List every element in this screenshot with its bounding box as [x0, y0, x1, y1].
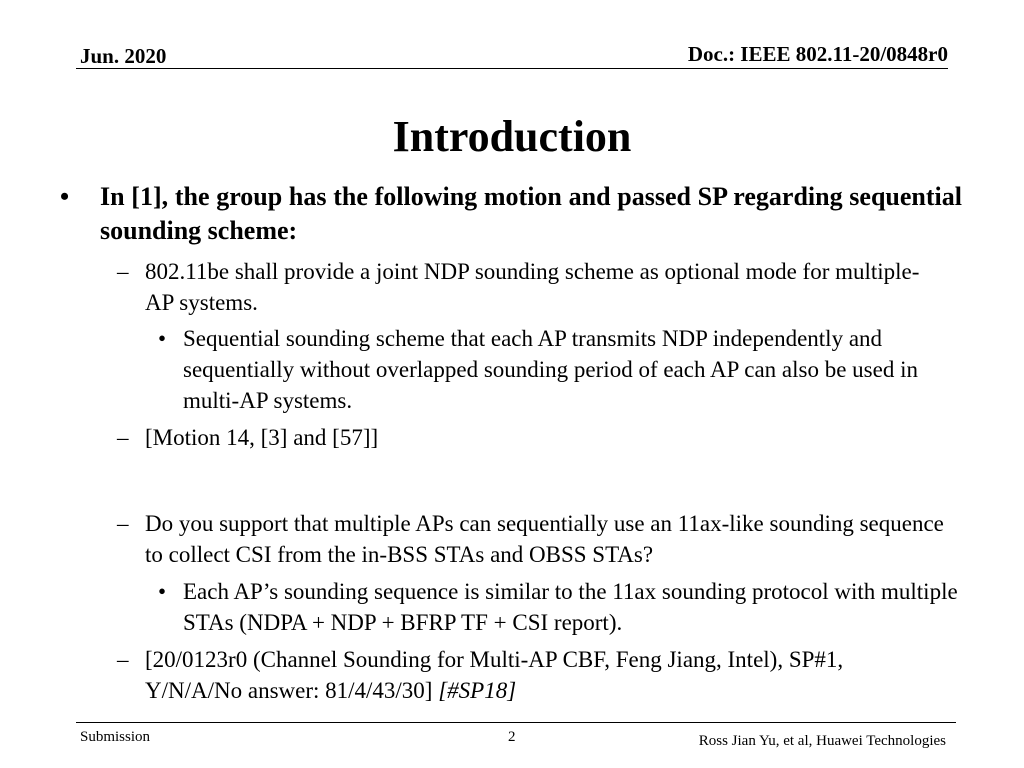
header-date: Jun. 2020: [80, 44, 167, 68]
sub-item-sp-question: Do you support that multiple APs can sequentially use an 11ax-like sounding sequence to collect CSI from the in-BSS STAs and OBSS STAs?: [145, 511, 944, 567]
bullet-marker: •: [158, 579, 167, 604]
dash-marker: –: [117, 425, 129, 450]
dash-marker: –: [117, 647, 129, 672]
footer-divider: [76, 722, 956, 723]
main-bullet-text: In [1], the group has the following motion and passed SP regarding sequential sounding scheme:: [100, 182, 962, 245]
bullet-marker: •: [60, 182, 70, 211]
sub-item-motion-ref: [Motion 14, [3] and [57]]: [145, 425, 379, 450]
sub-item-sp-result: [145, 644, 945, 706]
dash-marker: –: [117, 259, 129, 284]
sp-tag: [#SP18]: [438, 678, 517, 703]
sub-item-joint-ndp: 802.11be shall provide a joint NDP sounding scheme as optional mode for multiple-AP systems.: [145, 259, 920, 315]
page-number: 2: [508, 729, 516, 745]
dash-marker: –: [117, 511, 129, 536]
sp-result-text: [20/0123r0 (Channel Sounding for Multi-AP CBF, Feng Jiang, Intel), SP#1, Y/N/A/No answer: 81/4/43/30]: [145, 647, 844, 703]
sub-point-sounding-sequence: Each AP’s sounding sequence is similar to the 11ax sounding protocol with multiple STAs (NDPA + NDP + BFRP TF + CSI report).: [183, 579, 958, 635]
slide-title: Introduction: [392, 112, 632, 161]
footer-submission: Submission: [80, 729, 151, 745]
sub-point-sequential-sounding: Sequential sounding scheme that each AP transmits NDP independently and sequentially without overlapped sounding period of each AP can also be used in multi-AP systems.: [183, 326, 918, 413]
bullet-marker: •: [158, 326, 167, 351]
header-doc-id: Doc.: IEEE 802.11-20/0848r0: [687, 42, 948, 66]
footer-authors: Ross Jian Yu, et al, Huawei Technologies: [698, 733, 946, 749]
